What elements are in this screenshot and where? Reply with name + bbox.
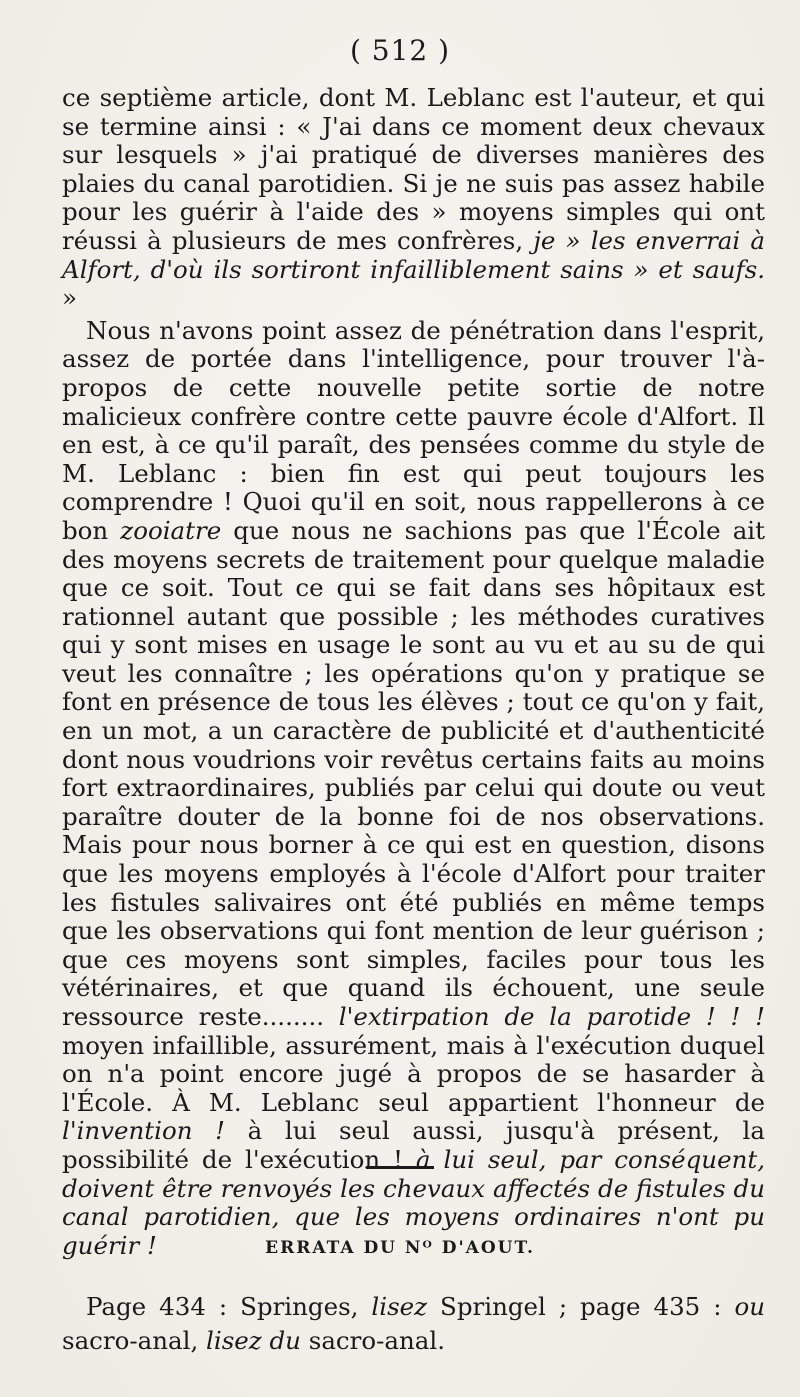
text-run-4: moyen infaillible, assurément, mais à l'exécution duquel on n'a point encore jugé à propos de se hasarder à l'École. À M. Leblanc seul appartient l'honneur de: [62, 1030, 765, 1117]
italic-run-1: je » les enverrai à Alfort, d'où ils sortiront infailliblement sains » et saufs.: [62, 225, 765, 284]
italic-run-3: ou: [734, 1292, 765, 1321]
italic-run-5: l'invention !: [62, 1116, 226, 1146]
article-body: [62, 84, 765, 1260]
paragraph-2: [62, 317, 765, 1261]
italic-run-1: lisez: [371, 1292, 428, 1321]
text-run-4: sacro-anal,: [62, 1326, 207, 1355]
text-run-6: sacro-anal.: [300, 1326, 445, 1355]
paragraph-1: [62, 84, 765, 313]
page-number: ( 512 ): [349, 34, 451, 67]
text-run-2: »: [62, 283, 77, 313]
italic-run-5: lisez du: [206, 1326, 301, 1355]
text-run-2: que nous ne sachions pas que l'École ait des moyens secrets de traitement pour quelque maladie que ce soit. Tout ce qui se fait dans ses hôpitaux est rationnel autant que possible ; les méthodes curatives qui y sont mises en usage le sont au vu et au su de qui veut les connaître ; les opérations qu'on y pratique se font en présence de tous les élèves ; tout ce qu'on y fait, en un mot, a un caractère de publicité et d'authenticité dont nous voudrions voir revêtus certains faits au moins fort extraordinaires, publiés par celui qui doute ou veut paraître douter de la bonne foi de nos observations. Mais pour nous borner à ce qui est en question, disons que les moyens employés à l'école d'Alfort pour traiter les fistules salivaires ont été publiés en même temps que les observations qui font mention de leur guérison ; que ces moyens sont simples, faciles pour tous les vétérinaires, et que quand ils échouent, une seule ressource reste........: [62, 515, 765, 1031]
text-run-0: ce septième article, dont M. Leblanc est l'auteur, et qui se termine ainsi : « J'ai dans ce moment deux chevaux sur lesquels » j'ai pratiqué de diverses manières des plaies du canal parotidien. Si je ne suis pas assez habile pour les guérir à l'aide des » moyens simples qui ont réussi à plusieurs de mes confrères,: [62, 83, 765, 255]
italic-run-3: l'extirpation de la parotide ! ! !: [338, 1002, 765, 1031]
text-run-2: Springel ; page 435 :: [427, 1292, 735, 1321]
errata-heading: ERRATA DU Nᴼ D'AOUT.: [265, 1238, 535, 1258]
errata-text: [62, 1290, 765, 1358]
section-divider: [366, 1166, 434, 1169]
text-run-6: à lui seul aussi, jusqu'à présent, la possibilité de l'exécution !: [62, 1116, 765, 1174]
text-run-0: Nous n'avons point assez de pénétration dans l'esprit, assez de portée dans l'intelligence, pour trouver l'à-propos de cette nouvelle petite sortie de notre malicieux confrère contre cette pauvre école d'Alfort. Il en est, à ce qu'il paraît, des pensées comme du style de M. Leblanc : bien fin est qui peut toujours les comprendre ! Quoi qu'il en soit, nous rappellerons à ce bon: [62, 315, 765, 545]
italic-run-7: à lui seul, par conséquent, doivent être renvoyés les chevaux affectés de fistules du canal parotidien, que les moyens ordinaires n'ont pu guérir !: [62, 1144, 765, 1260]
italic-run-1: zooiatre: [120, 515, 222, 545]
errata-body: [62, 1290, 765, 1358]
text-run-0: Page 434 : Springes,: [86, 1292, 372, 1321]
